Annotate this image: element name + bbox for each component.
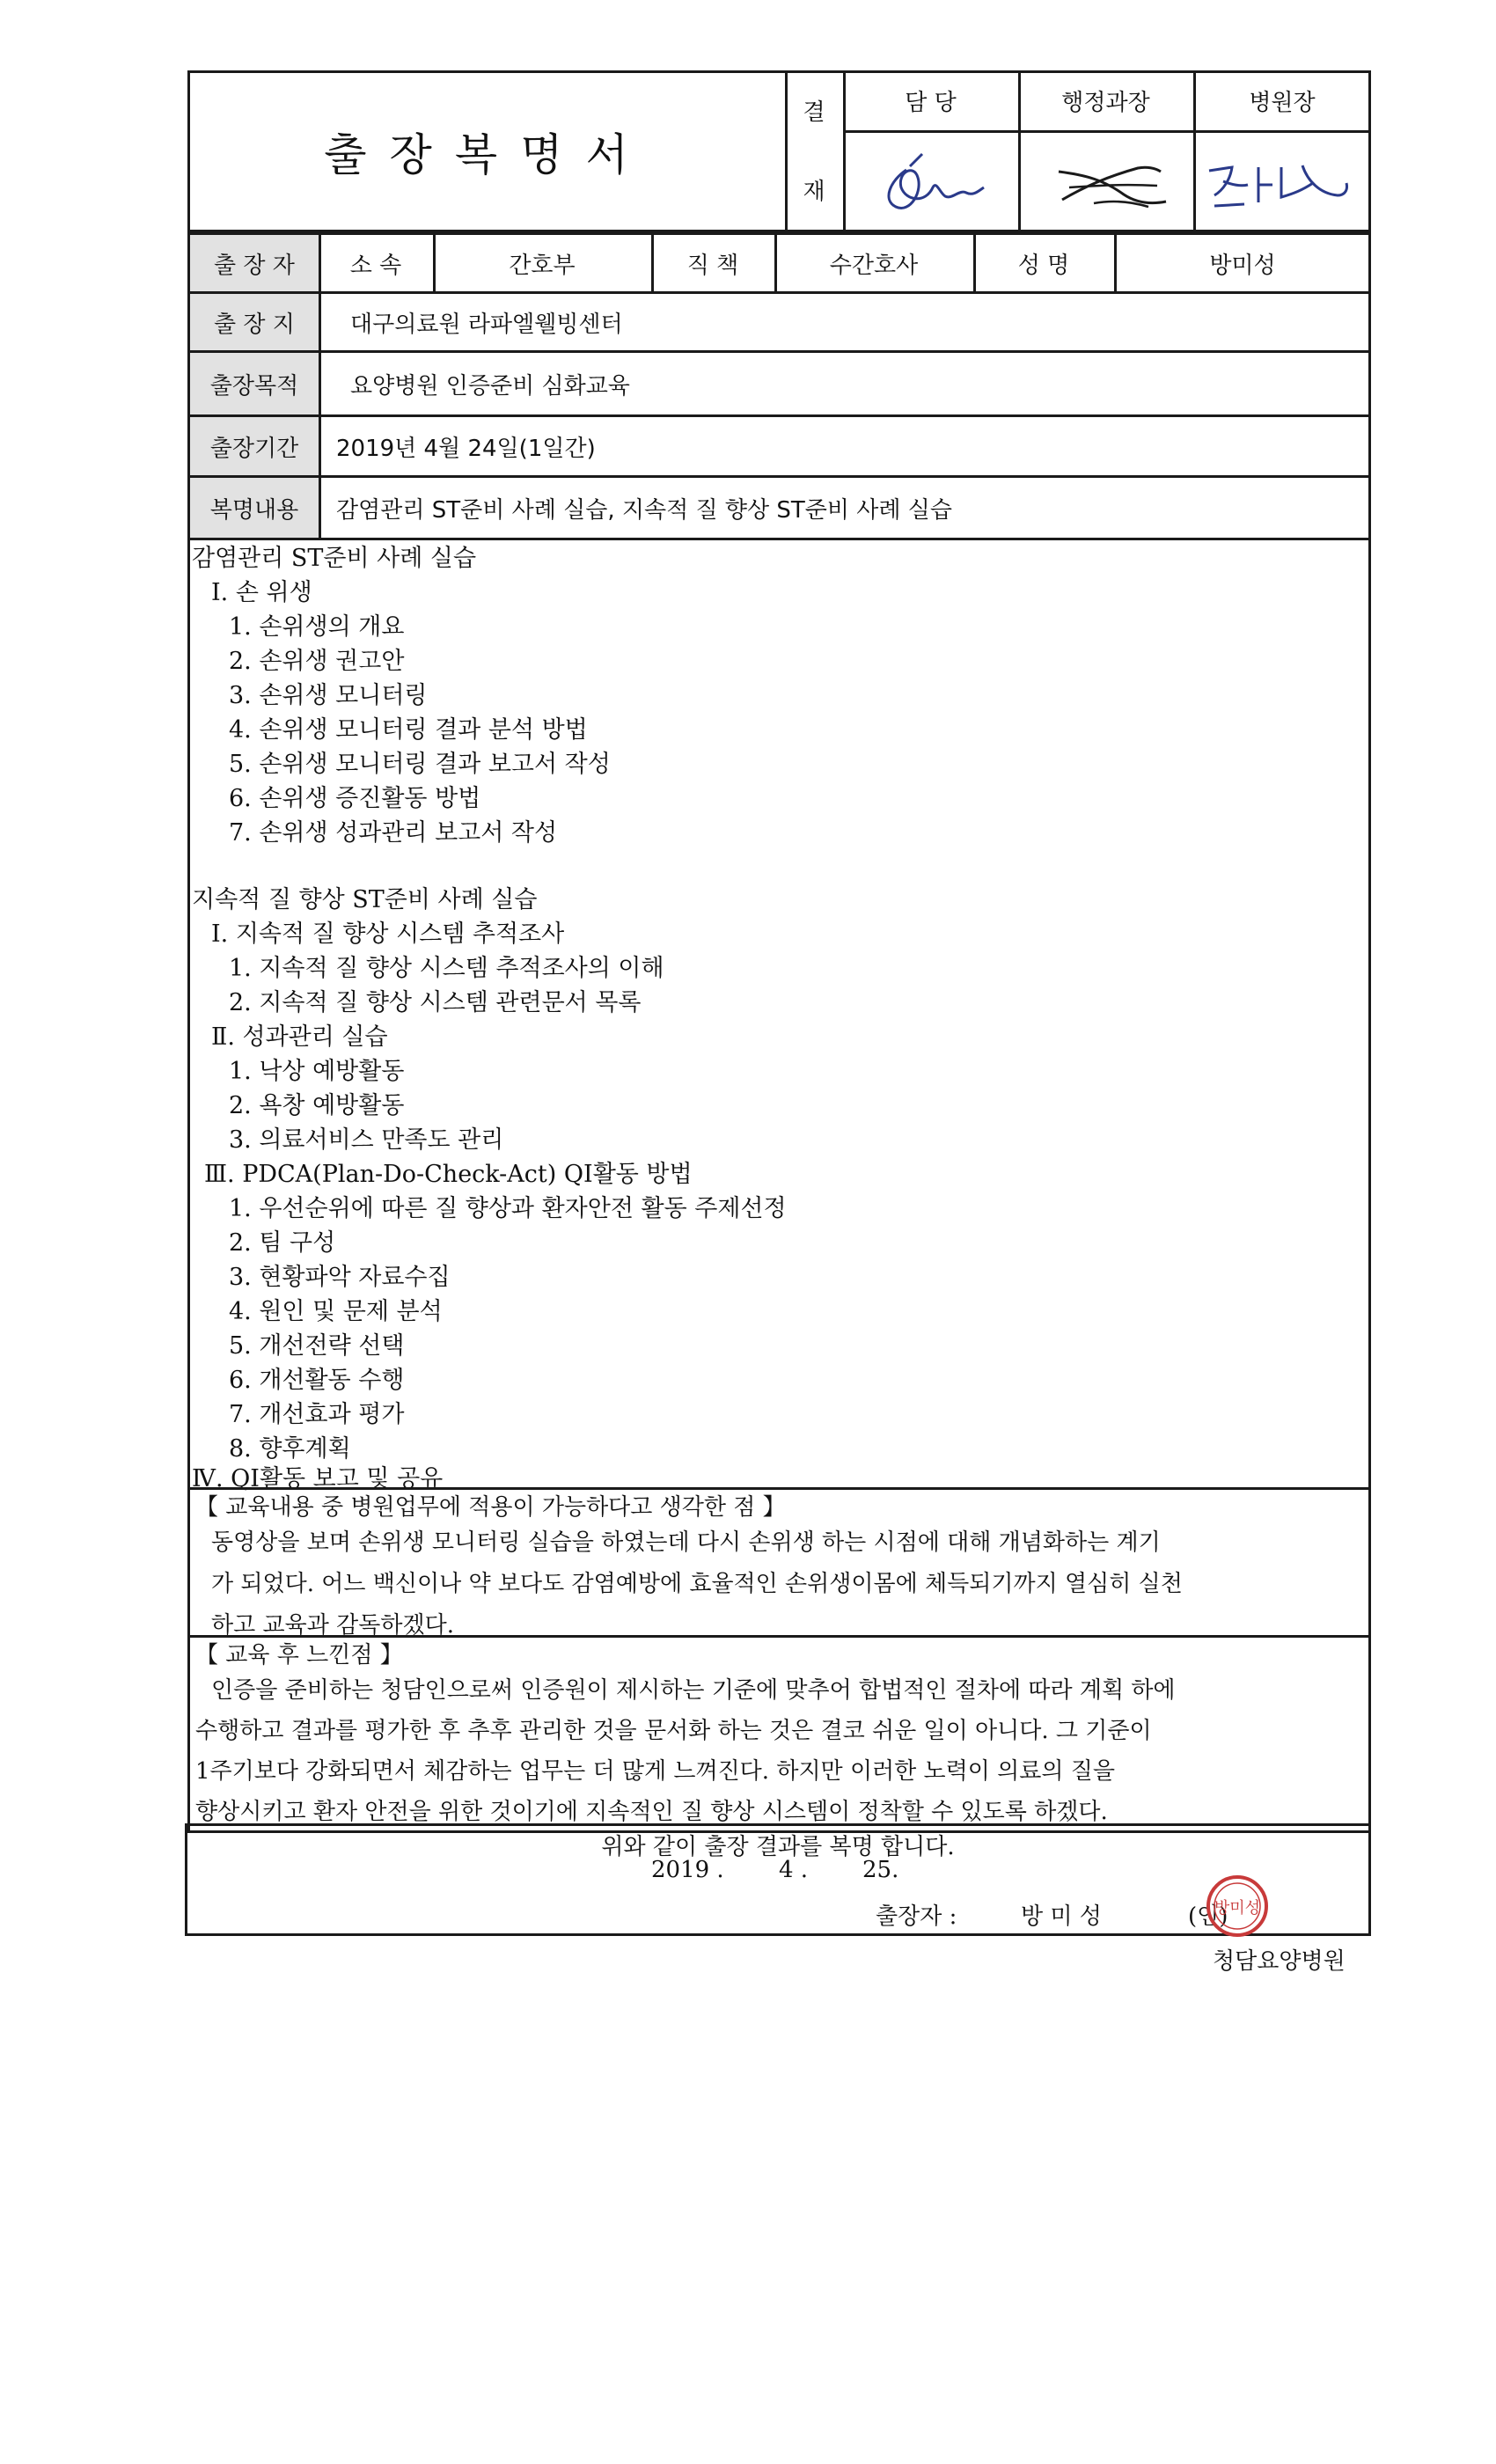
section-2-item: 4. 원인 및 문제 분석 xyxy=(229,1298,443,1325)
section-2-item: 2. 욕창 예방활동 xyxy=(229,1092,405,1119)
purpose-label: 출장목적 xyxy=(209,372,299,400)
impressions-line: 1주기보다 강화되면서 체감하는 업무는 더 많게 느껴진다. 하지만 이러한 노력이 의료의 질을 xyxy=(195,1758,1116,1785)
section-2-heading-4: Ⅳ. QI활동 보고 및 공유 xyxy=(192,1465,444,1492)
approval-header-director: 병원장 xyxy=(1249,89,1316,116)
seal-stamp xyxy=(1204,1873,1271,1940)
section-1-item: 5. 손위생 모니터링 결과 보고서 작성 xyxy=(229,751,611,778)
section-2-item: 1. 우선순위에 따른 질 향상과 환자안전 활동 주제선정 xyxy=(229,1195,787,1222)
section-1-item: 3. 손위생 모니터링 xyxy=(229,682,428,709)
section-1-item: 6. 손위생 증진활동 방법 xyxy=(229,785,481,812)
section-2-item: 7. 개선효과 평가 xyxy=(229,1401,405,1428)
seal-mark: (인) xyxy=(1188,1903,1228,1930)
name-value: 방미성 xyxy=(1209,252,1276,279)
report-summary: 감염관리 ST준비 사례 실습, 지속적 질 향상 ST준비 사례 실습 xyxy=(336,496,952,524)
approval-side-label-1: 결 xyxy=(803,99,825,126)
purpose-value: 요양병원 인증준비 심화교육 xyxy=(350,372,630,400)
section-2-item: 3. 현황파악 자료수집 xyxy=(229,1264,451,1291)
destination-label: 출 장 지 xyxy=(214,311,295,338)
position-value: 수간호사 xyxy=(829,252,919,279)
section-2-title: 지속적 질 향상 ST준비 사례 실습 xyxy=(192,886,538,913)
reporter-name: 방 미 성 xyxy=(1021,1903,1102,1930)
section-2-heading-1: Ⅰ. 지속적 질 향상 시스템 추적조사 xyxy=(211,920,565,948)
section-2-item: 2. 지속적 질 향상 시스템 관련문서 목록 xyxy=(229,989,642,1016)
section-2-item: 3. 의료서비스 만족도 관리 xyxy=(229,1126,504,1154)
section-2-item: 1. 낙상 예방활동 xyxy=(229,1058,405,1085)
report-date-month: 4 . xyxy=(779,1857,809,1883)
section-2-item: 8. 향후계획 xyxy=(229,1435,351,1463)
report-date-year: 2019 . xyxy=(651,1857,724,1883)
signature-manager xyxy=(871,145,994,224)
section-1-item: 2. 손위생 권고안 xyxy=(229,648,405,675)
applicable-line: 가 되었다. 어느 백신이나 약 보다도 감염예방에 효율적인 손위생이몸에 체득되기까지 열심히 실천 xyxy=(211,1571,1183,1597)
section-2-item: 1. 지속적 질 향상 시스템 추적조사의 이해 xyxy=(229,955,664,982)
period-value: 2019년 4월 24일(1일간) xyxy=(336,435,596,462)
impressions-line: 향상시키고 환자 안전을 위한 것이기에 지속적인 질 향상 시스템이 정착할 수 있도록 하겠다. xyxy=(195,1799,1108,1825)
traveler-label: 출 장 자 xyxy=(214,252,295,279)
section-1-heading: Ⅰ. 손 위생 xyxy=(211,579,312,606)
section-2-item: 5. 개선전략 선택 xyxy=(229,1332,405,1360)
section-2-heading-2: Ⅱ. 성과관리 실습 xyxy=(211,1023,388,1051)
section-2-item: 2. 팀 구성 xyxy=(229,1229,336,1257)
approval-header-admin-chief: 행정과장 xyxy=(1061,89,1150,116)
destination-value: 대구의료원 라파엘웰빙센터 xyxy=(350,311,623,338)
svg-text:방미성: 방미성 xyxy=(1214,1899,1261,1918)
name-label: 성 명 xyxy=(1017,252,1070,279)
department-value: 간호부 xyxy=(509,252,576,279)
report-label: 복명내용 xyxy=(209,496,299,524)
signature-admin-chief xyxy=(1043,145,1175,224)
reporter-label: 출장자 : xyxy=(876,1903,957,1930)
impressions-line: 수행하고 결과를 평가한 후 추후 관리한 것을 문서화 하는 것은 결코 쉬운 일이 아니다. 그 기준이 xyxy=(195,1718,1152,1744)
signature-director xyxy=(1197,141,1355,220)
period-label: 출장기간 xyxy=(209,435,299,462)
section-2-heading-3: Ⅲ. PDCA(Plan-Do-Check-Act) QI활동 방법 xyxy=(204,1161,693,1188)
department-label: 소 속 xyxy=(349,252,402,279)
impressions-line: 인증을 준비하는 청담인으로써 인증원이 제시하는 기준에 맞추어 합법적인 절차에 따라 계획 하에 xyxy=(211,1677,1176,1704)
section-1-title: 감염관리 ST준비 사례 실습 xyxy=(192,545,477,572)
impressions-header: 【 교육 후 느낀점 】 xyxy=(195,1642,403,1668)
section-1-item: 7. 손위생 성과관리 보고서 작성 xyxy=(229,819,558,847)
section-2-item: 6. 개선활동 수행 xyxy=(229,1367,405,1394)
report-statement: 위와 같이 출장 결과를 복명 합니다. xyxy=(601,1833,955,1860)
approval-header-manager: 담 당 xyxy=(905,89,957,116)
applicable-line: 하고 교육과 감독하겠다. xyxy=(211,1612,454,1639)
section-1-item: 4. 손위생 모니터링 결과 분석 방법 xyxy=(229,716,588,744)
report-date-day: 25. xyxy=(862,1857,899,1883)
applicable-line: 동영상을 보며 손위생 모니터링 실습을 하였는데 다시 손위생 하는 시점에 대해 개념화하는 계기 xyxy=(211,1529,1161,1556)
position-label: 직 책 xyxy=(686,252,739,279)
applicable-header: 【 교육내용 중 병원업무에 적용이 가능하다고 생각한 점 】 xyxy=(195,1494,786,1521)
section-1-item: 1. 손위생의 개요 xyxy=(229,613,405,641)
organization-name: 청담요양병원 xyxy=(1213,1948,1346,1975)
approval-side-label-2: 재 xyxy=(803,178,825,205)
document-title: 출장복명서 xyxy=(324,129,651,180)
